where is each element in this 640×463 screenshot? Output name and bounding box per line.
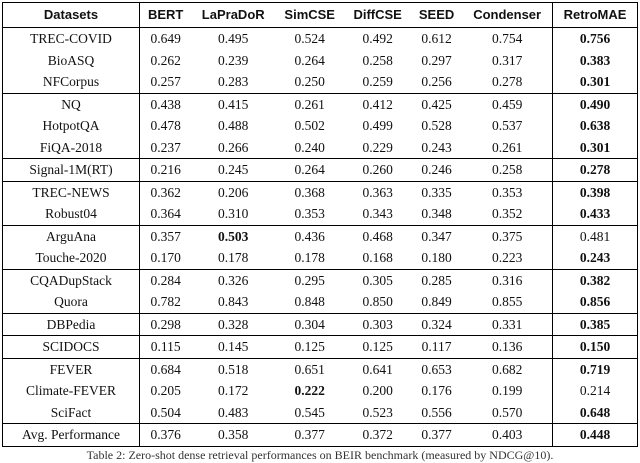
score-cell: 0.684 — [140, 358, 192, 380]
dataset-name-cell: FiQA-2018 — [3, 137, 140, 159]
score-cell: 0.317 — [491, 52, 523, 68]
dataset-name-cell: NFCorpus — [3, 71, 140, 93]
score-cell: 0.570 — [491, 404, 523, 420]
table-header-row — [3, 3, 638, 28]
score-cell: 0.258 — [462, 159, 552, 182]
table-row — [3, 358, 638, 380]
score-cell: 0.216 — [140, 159, 192, 182]
score-cell: 0.849 — [421, 294, 452, 309]
table-row — [3, 159, 638, 182]
score-cell: 0.754 — [491, 31, 523, 46]
score-cell: 0.488 — [218, 118, 249, 133]
score-cell: 0.199 — [491, 383, 523, 398]
table-body — [3, 28, 638, 447]
score-cell: 0.246 — [411, 159, 462, 182]
table-row — [3, 181, 638, 203]
column-header: SEED — [418, 7, 455, 22]
score-cell: 0.328 — [191, 313, 275, 336]
score-cell: 0.250 — [294, 74, 325, 89]
score-cell: 0.376 — [140, 424, 192, 447]
score-cell: 0.855 — [491, 294, 523, 309]
score-cell: 0.245 — [191, 159, 275, 182]
score-cell: 0.125 — [344, 336, 411, 359]
score-cell: 0.310 — [218, 206, 249, 221]
table-row — [3, 291, 638, 313]
score-cell: 0.352 — [491, 206, 523, 221]
score-cell: 0.528 — [421, 118, 452, 133]
score-cell: 0.415 — [191, 93, 275, 115]
score-cell: 0.490 — [553, 93, 638, 115]
score-cell: 0.483 — [218, 404, 249, 420]
score-cell: 0.719 — [553, 358, 638, 380]
dataset-name-cell: HotpotQA — [3, 115, 140, 137]
score-cell: 0.648 — [553, 402, 638, 424]
score-cell: 0.641 — [344, 358, 411, 380]
table-row — [3, 269, 638, 291]
score-cell: 0.115 — [140, 336, 192, 359]
score-cell: 0.612 — [421, 31, 452, 46]
score-cell: 0.843 — [218, 294, 249, 309]
column-header: SimCSE — [284, 7, 335, 22]
score-cell: 0.436 — [275, 225, 344, 247]
score-cell: 0.398 — [553, 181, 638, 203]
score-cell: 0.258 — [362, 52, 393, 68]
score-cell: 0.518 — [191, 358, 275, 380]
score-cell: 0.433 — [553, 203, 638, 225]
dataset-name-cell: ArguAna — [3, 225, 140, 247]
column-header: BERT — [147, 7, 184, 22]
dataset-name-cell: BioASQ — [3, 50, 140, 72]
score-cell: 0.278 — [553, 159, 638, 182]
score-cell: 0.412 — [344, 93, 411, 115]
dataset-name-cell: CQADupStack — [3, 269, 140, 291]
score-cell: 0.504 — [150, 404, 181, 420]
score-cell: 0.385 — [553, 313, 638, 336]
table-row — [3, 336, 638, 359]
dataset-name-cell: TREC-NEWS — [3, 181, 140, 203]
score-cell: 0.298 — [140, 313, 192, 336]
table-row — [3, 424, 638, 447]
score-cell: 0.343 — [362, 206, 393, 221]
score-cell: 0.305 — [344, 269, 411, 291]
score-cell: 0.503 — [191, 225, 275, 247]
dataset-name-cell: Avg. Performance — [3, 424, 140, 447]
score-cell: 0.481 — [553, 225, 638, 247]
dataset-name-cell: Quora — [3, 291, 140, 313]
score-cell: 0.240 — [294, 139, 325, 155]
table-row — [3, 313, 638, 336]
score-cell: 0.178 — [218, 250, 249, 265]
score-cell: 0.257 — [150, 74, 181, 89]
dataset-name-cell: Climate-FEVER — [3, 380, 140, 402]
score-cell: 0.301 — [553, 71, 638, 93]
score-cell: 0.403 — [462, 424, 552, 447]
dataset-name-cell: SciFact — [3, 402, 140, 424]
score-cell: 0.266 — [218, 139, 249, 155]
score-cell: 0.523 — [362, 404, 393, 420]
score-cell: 0.125 — [275, 336, 344, 359]
score-cell: 0.178 — [294, 250, 325, 265]
score-cell: 0.150 — [553, 336, 638, 359]
table-row — [3, 115, 638, 137]
dataset-name-cell: Touche-2020 — [3, 247, 140, 269]
score-cell: 0.301 — [553, 137, 638, 159]
dataset-name-cell: Signal-1M(RT) — [3, 159, 140, 182]
score-cell: 0.502 — [294, 118, 325, 133]
score-cell: 0.264 — [294, 52, 325, 68]
score-cell: 0.335 — [411, 181, 462, 203]
score-cell: 0.363 — [344, 181, 411, 203]
score-cell: 0.331 — [462, 313, 552, 336]
score-cell: 0.243 — [421, 139, 452, 155]
score-cell: 0.261 — [275, 93, 344, 115]
results-table — [2, 2, 638, 447]
score-cell: 0.848 — [294, 294, 325, 309]
table-row — [3, 28, 638, 50]
score-cell: 0.438 — [140, 93, 192, 115]
score-cell: 0.782 — [150, 294, 181, 309]
score-cell: 0.468 — [344, 225, 411, 247]
score-cell: 0.205 — [150, 383, 181, 398]
score-cell: 0.200 — [362, 383, 393, 398]
score-cell: 0.261 — [491, 139, 523, 155]
score-cell: 0.362 — [140, 181, 192, 203]
score-cell: 0.172 — [218, 383, 249, 398]
score-cell: 0.284 — [140, 269, 192, 291]
score-cell: 0.651 — [275, 358, 344, 380]
score-cell: 0.297 — [421, 52, 452, 68]
dataset-name-cell: TREC-COVID — [3, 28, 140, 50]
score-cell: 0.377 — [411, 424, 462, 447]
score-cell: 0.259 — [362, 74, 393, 89]
score-cell: 0.264 — [275, 159, 344, 182]
score-cell: 0.524 — [294, 31, 325, 46]
table-row — [3, 50, 638, 72]
score-cell: 0.492 — [362, 31, 393, 46]
score-cell: 0.368 — [275, 181, 344, 203]
score-cell: 0.545 — [294, 404, 325, 420]
score-cell: 0.756 — [553, 28, 638, 50]
score-cell: 0.117 — [411, 336, 462, 359]
dataset-name-cell: FEVER — [3, 358, 140, 380]
score-cell: 0.145 — [191, 336, 275, 359]
score-cell: 0.375 — [462, 225, 552, 247]
column-header: DiffCSE — [353, 7, 402, 22]
score-cell: 0.262 — [150, 52, 181, 68]
score-cell: 0.357 — [140, 225, 192, 247]
table-row — [3, 247, 638, 269]
column-header: Datasets — [3, 3, 140, 28]
score-cell: 0.326 — [191, 269, 275, 291]
score-cell: 0.478 — [150, 118, 181, 133]
score-cell: 0.237 — [150, 139, 181, 155]
column-header: LaPraDoR — [201, 7, 265, 22]
score-cell: 0.649 — [150, 31, 181, 46]
score-cell: 0.682 — [462, 358, 552, 380]
score-cell: 0.214 — [553, 380, 638, 402]
score-cell: 0.353 — [294, 206, 325, 221]
score-cell: 0.223 — [491, 250, 523, 265]
score-cell: 0.239 — [218, 52, 249, 68]
table-row — [3, 71, 638, 93]
score-cell: 0.425 — [411, 93, 462, 115]
score-cell: 0.283 — [218, 74, 249, 89]
dataset-name-cell: SCIDOCS — [3, 336, 140, 359]
column-header: RetroMAE — [553, 3, 638, 28]
score-cell: 0.638 — [553, 115, 638, 137]
score-cell: 0.353 — [462, 181, 552, 203]
score-cell: 0.495 — [218, 31, 249, 46]
table-caption: Table 2: Zero-shot dense retrieval performances on BEIR benchmark (measured by NDCG@10). — [86, 448, 554, 462]
score-cell: 0.316 — [462, 269, 552, 291]
score-cell: 0.459 — [462, 93, 552, 115]
score-cell: 0.256 — [421, 74, 452, 89]
score-cell: 0.229 — [362, 139, 393, 155]
score-cell: 0.347 — [411, 225, 462, 247]
score-cell: 0.260 — [344, 159, 411, 182]
column-header: Condenser — [473, 7, 542, 22]
score-cell: 0.176 — [421, 383, 452, 398]
table-row — [3, 402, 638, 424]
dataset-name-cell: NQ — [3, 93, 140, 115]
score-cell: 0.382 — [553, 269, 638, 291]
dataset-name-cell: Robust04 — [3, 203, 140, 225]
score-cell: 0.499 — [362, 118, 393, 133]
score-cell: 0.278 — [491, 74, 523, 89]
score-cell: 0.377 — [275, 424, 344, 447]
score-cell: 0.168 — [362, 250, 393, 265]
score-cell: 0.348 — [421, 206, 452, 221]
score-cell: 0.556 — [421, 404, 452, 420]
score-cell: 0.372 — [344, 424, 411, 447]
score-cell: 0.295 — [275, 269, 344, 291]
score-cell: 0.364 — [150, 206, 181, 221]
table-row — [3, 203, 638, 225]
score-cell: 0.180 — [421, 250, 452, 265]
dataset-name-cell: DBPedia — [3, 313, 140, 336]
score-cell: 0.243 — [553, 247, 638, 269]
table-row — [3, 225, 638, 247]
score-cell: 0.285 — [411, 269, 462, 291]
score-cell: 0.304 — [275, 313, 344, 336]
score-cell: 0.324 — [411, 313, 462, 336]
score-cell: 0.653 — [411, 358, 462, 380]
score-cell: 0.358 — [191, 424, 275, 447]
score-cell: 0.537 — [491, 118, 523, 133]
score-cell: 0.383 — [553, 50, 638, 72]
score-cell: 0.850 — [362, 294, 393, 309]
table-row — [3, 93, 638, 115]
score-cell: 0.136 — [462, 336, 552, 359]
score-cell: 0.448 — [553, 424, 638, 447]
score-cell: 0.222 — [294, 383, 325, 398]
score-cell: 0.170 — [150, 250, 181, 265]
score-cell: 0.206 — [191, 181, 275, 203]
table-row — [3, 380, 638, 402]
score-cell: 0.303 — [344, 313, 411, 336]
table-row — [3, 137, 638, 159]
score-cell: 0.856 — [553, 291, 638, 313]
